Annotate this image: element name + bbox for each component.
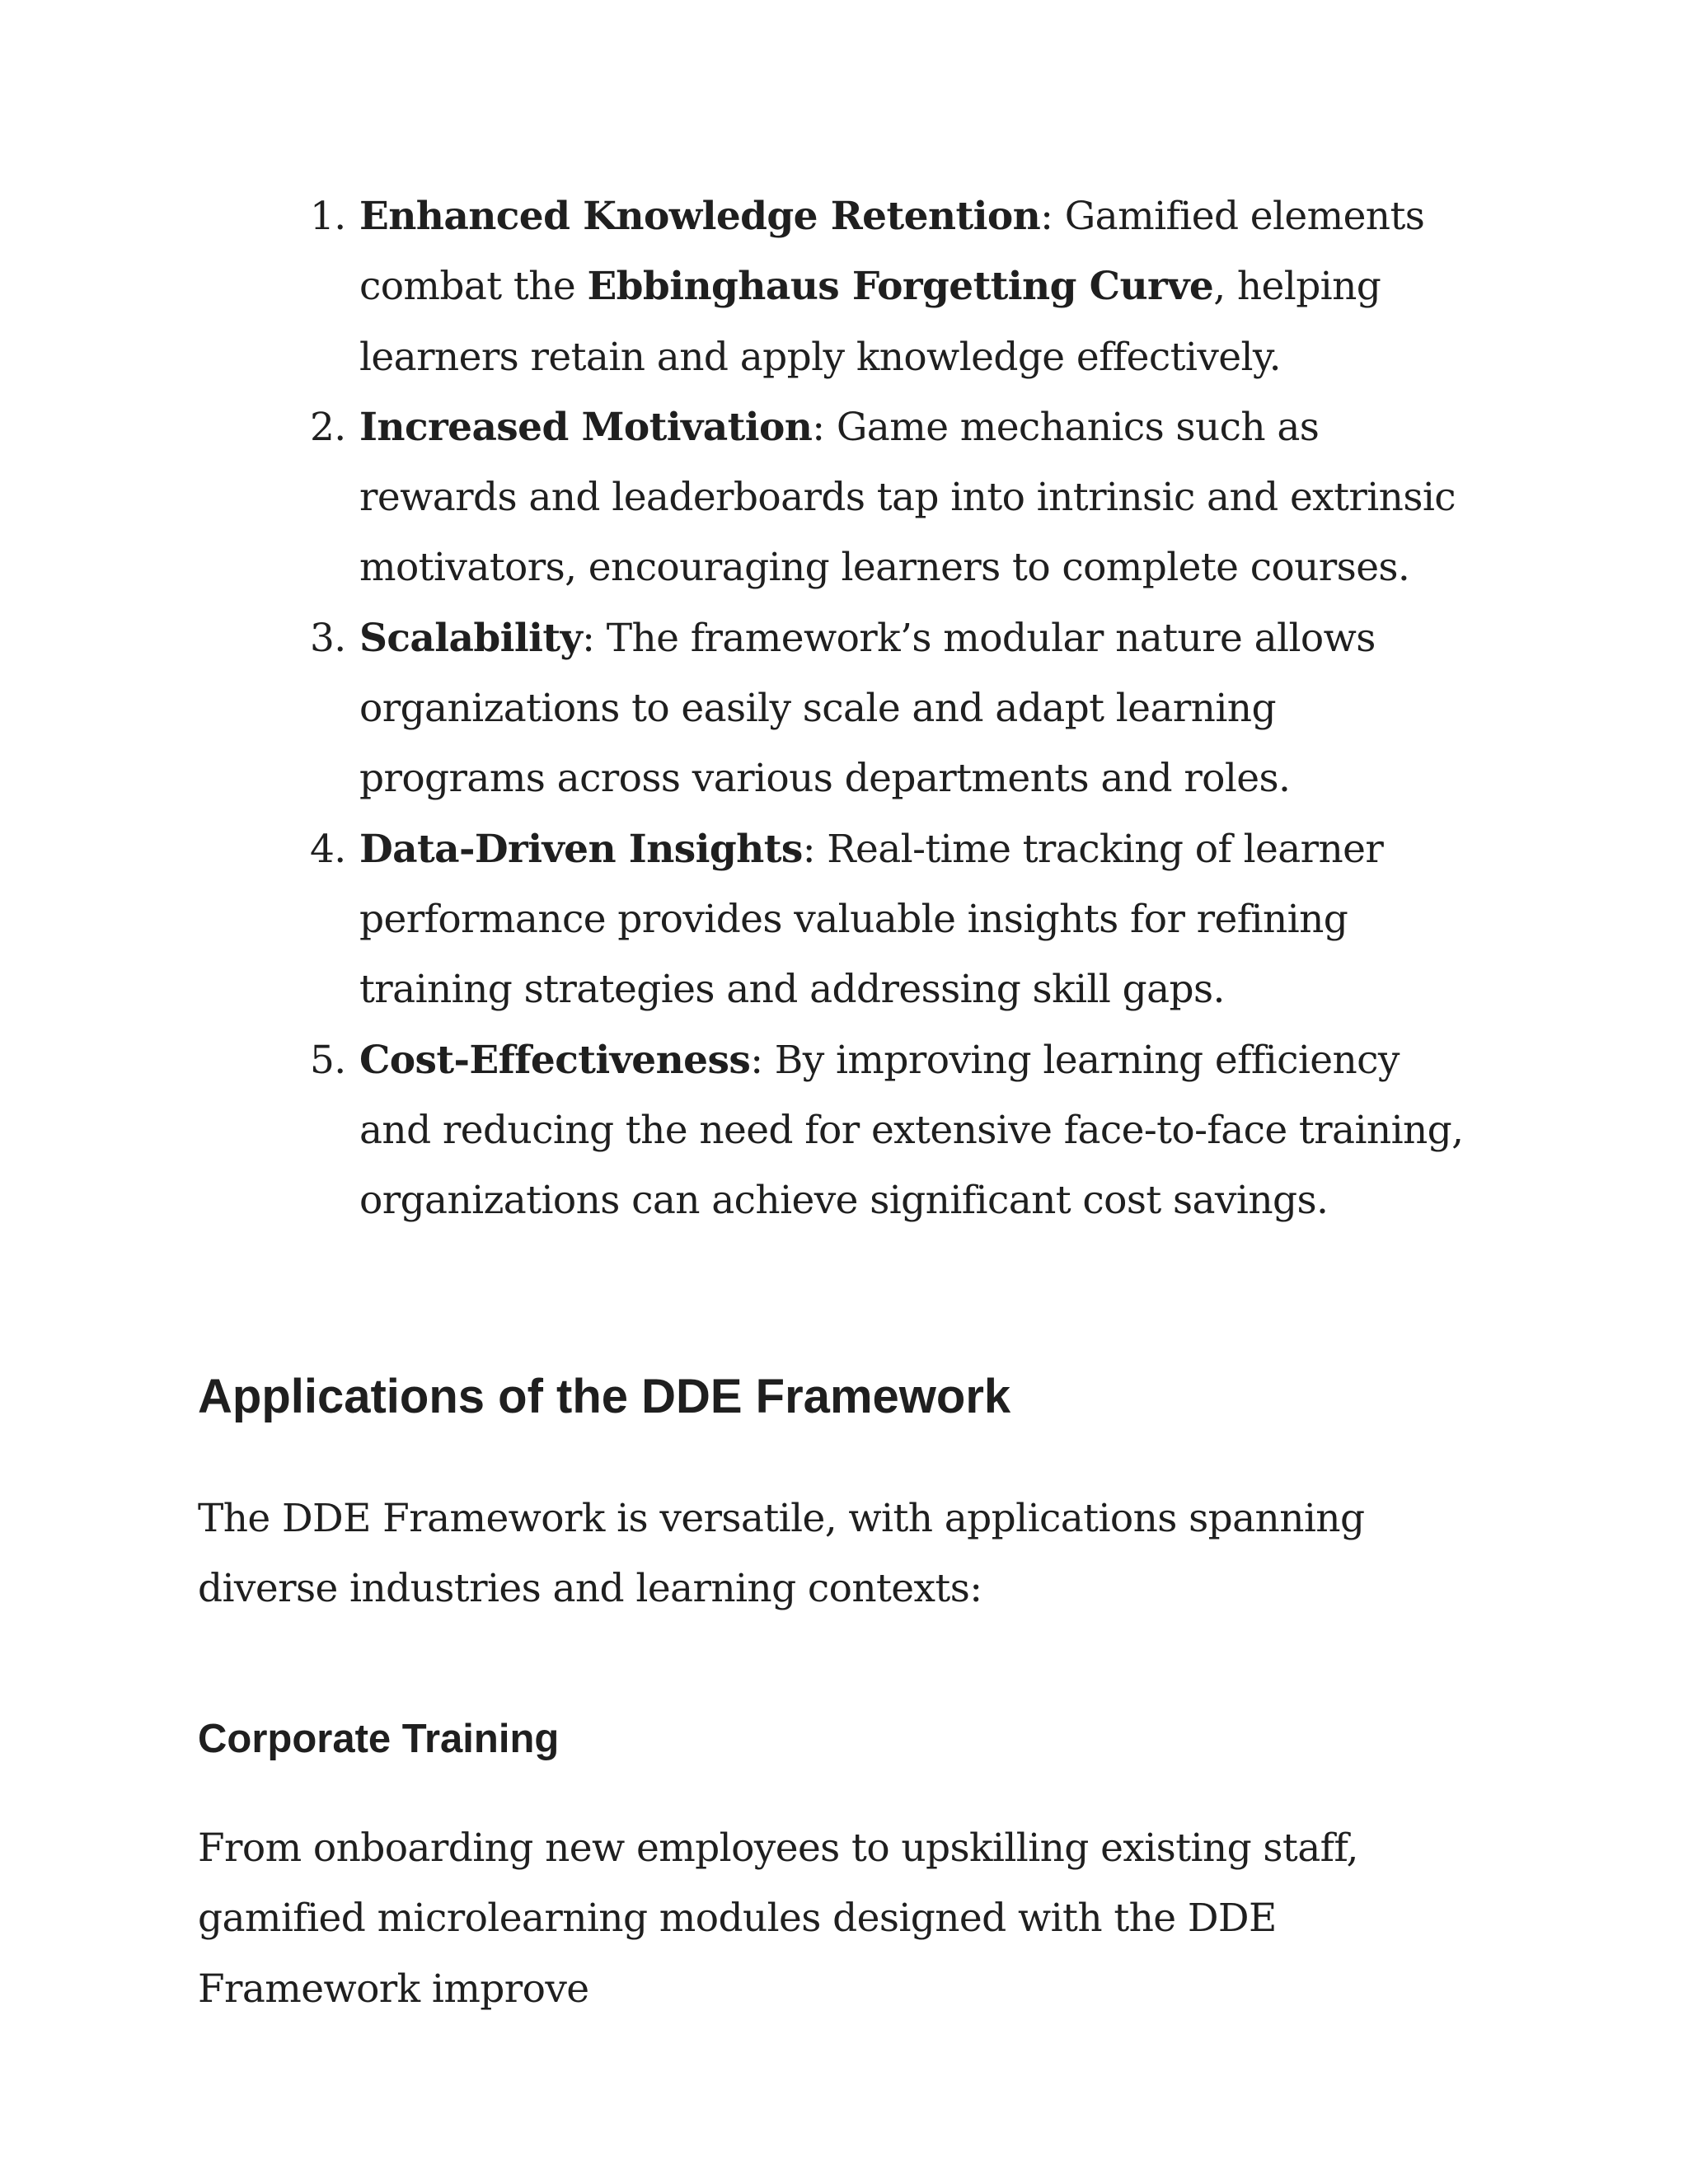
subsection-heading: Corporate Training bbox=[198, 1717, 560, 1761]
list-item-number: 4. bbox=[310, 826, 346, 872]
list-item-number: 2. bbox=[310, 404, 346, 450]
list-item-number: 5. bbox=[310, 1037, 346, 1083]
list-item-text: : Gamified elements combat the bbox=[359, 194, 1425, 310]
list-item-number: 1. bbox=[310, 194, 346, 239]
list-item bbox=[0, 603, 1464, 814]
list-item-text: : Real-time tracking of learner performance provides valuable insights for refining training strategies and addressing skill gaps. bbox=[359, 826, 1384, 1013]
section-heading: Applications of the DDE Framework bbox=[198, 1370, 1011, 1423]
list-item-number: 3. bbox=[310, 615, 346, 661]
list-item-title: Scalability bbox=[359, 615, 583, 661]
section-intro-paragraph: The DDE Framework is versatile, with applications spanning diverse industries and learning contexts: bbox=[198, 1496, 1365, 1612]
list-item bbox=[0, 181, 1464, 392]
list-item-title: Increased Motivation bbox=[359, 404, 813, 450]
list-item-title: Cost-Effectiveness bbox=[359, 1037, 751, 1083]
list-item bbox=[0, 1025, 1464, 1236]
list-item-term: Ebbinghaus Forgetting Curve bbox=[587, 264, 1214, 310]
list-item-text: : By improving learning efficiency and reducing the need for extensive face-to-face training, organizations can achieve significant cost savings. bbox=[359, 1037, 1464, 1224]
list-item bbox=[0, 392, 1464, 603]
list-item-text: , helping learners retain and apply knowledge effectively. bbox=[359, 264, 1381, 380]
list-item-title: Enhanced Knowledge Retention bbox=[359, 194, 1041, 239]
list-item bbox=[0, 814, 1464, 1025]
benefits-list bbox=[0, 181, 1464, 1235]
list-item-text: : Game mechanics such as rewards and leaderboards tap into intrinsic and extrinsic motivators, encouraging learners to complete courses. bbox=[359, 404, 1456, 591]
list-item-title: Data-Driven Insights bbox=[359, 826, 803, 872]
list-item-text: : The framework’s modular nature allows organizations to easily scale and adapt learning programs across various departments and roles. bbox=[359, 615, 1376, 802]
subsection-paragraph: From onboarding new employees to upskilling existing staff, gamified microlearning modules designed with the DDE Framework improve bbox=[198, 1825, 1358, 2012]
